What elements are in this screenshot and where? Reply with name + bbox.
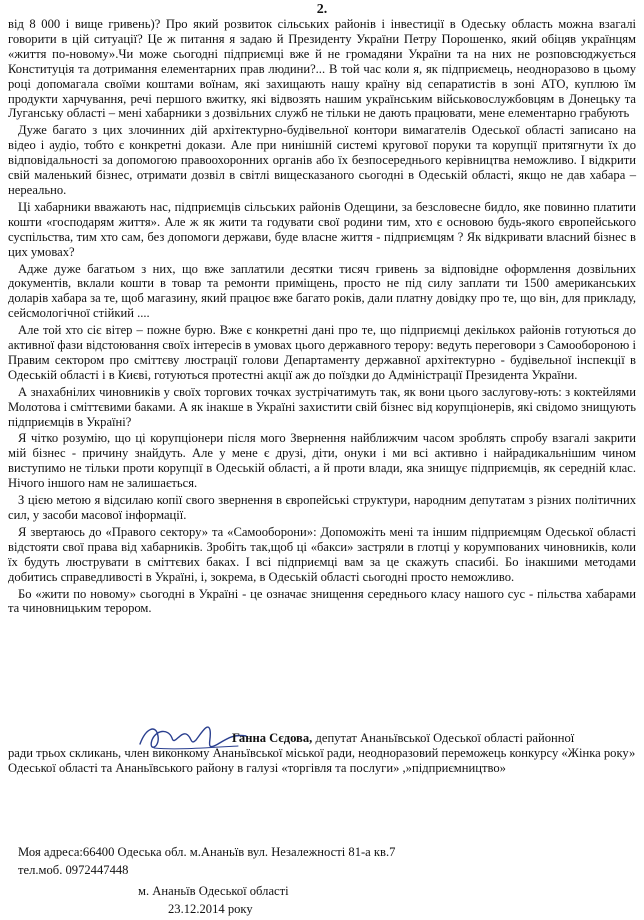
paragraph: від 8 000 і вище гривень)? Про який розвиток сільських районів і інвестиції в Одеську область можна взагалі говорити в цій ситуації? Це ж питання я задаю й Президенту України Петру Порошенко, який обіцяв українцям «життя по-новому».Чи може сьогодні підприємці вже й не громадяни України та на них не розповсюджується Конституція та дотримання елементарних прав людини?... В той час коли я, як підприємець, неодноразово в цьому році допомагала своїми коштами воїнам, які захищають нашу країну від сепаратистів в зоні АТО, куплюю їм продукти харчування, речі першого вжитку, які відвозять нашим українським військовослужбовцям в Донецьку та Луганську області – мені хабарники з дозвільних служб не тільки не дають працювати, мене елементарно грабують bbox=[8, 17, 636, 121]
phone: тел.моб. 0972447448 bbox=[18, 863, 129, 877]
paragraph: Я звертаюсь до «Правого сектору» та «Самооборони»: Допоможіть мені та іншим підприємцям Одеської області відстояти свої права від хабарників. Зробіть так,щоб ці «бакси» застряли в глотці у корумпованих чиновників, коли їх будуть люструвати в сміттєвих баках. І всі підприємці вам за це скажуть спасибі. Бо інакшими методами добитись справедливості в Україні, і, зокрема, в Одеській області сьогодні просто неможливо. bbox=[8, 524, 636, 584]
letter-body bbox=[8, 17, 636, 618]
paragraph: Але той хто сіє вітер – пожне бурю. Вже є конкретні дані про те, що підприємці декількох районів готуються до активної фази відстоювання своїх інтересів в умовах цього державного терору: ведуть переговори з Самообороною і Правим сектором про сміттєву люстрації голови Департаменту державної архітектурно - будівельної інспекції в Одеській області і в Києві, готуються протестні акції аж до поїздки до Адміністрації Президента України. bbox=[8, 323, 636, 382]
place: м. Ананьїв Одеської області bbox=[138, 884, 289, 898]
paragraph: Я чітко розумію, що ці корупціонери після мого Звернення найближчим часом зроблять спробу взагалі закрити мій бізнес - причину знайдуть. Але у мене є друзі, діти, онуки і ми всі активно і найрадикальнішим чином виступимо не тільки проти корупції в Одеській області, а й проти влади, яка знищує підприємців, як середній клас. Нічого іншого нам не залишається. bbox=[8, 431, 636, 491]
signature-line bbox=[8, 731, 636, 746]
paragraph: З цією метою я відсилаю копії свого звернення в європейські структури, народним депутатам з різних політичних сил, у засоби масової інформації. bbox=[8, 493, 636, 522]
paragraph: Бо «жити по новому» сьогодні в Україні - це означає знищення середнього класу нашого сус - пільства хабарами та чиновницьким терором. bbox=[8, 586, 636, 616]
signatory-credentials: ради трьох скликань, член виконкому Ананьївської міської ради, неодноразовий переможець конкурсу «Жінка року» Одеської області та Ананьївського району в галузі «торгівля та послуги» ,»підприємництво» bbox=[8, 745, 636, 775]
footer bbox=[18, 845, 618, 920]
signatory-title: депутат Ананьївської Одеської області районної bbox=[312, 731, 575, 745]
signature-block bbox=[8, 731, 636, 776]
paragraph: Дуже багато з цих злочинних дій архітектурно-будівельної контори вимагателів Одеської області записано на відео і аудіо, тобто є конкретні докази. Але при нинішній системі кругової поруки та корупції притягнути їх до відповідальності за допомогою правоохоронних органів або їх безпосереднього керівництва неможливо. І відкрити свій маленький бізнес, отримати дозвіл в світлі вищесказаного сьогодні в Одеській області, якщо не дав хабара – нереально. bbox=[8, 123, 636, 197]
signatory-name: Ганна Сєдова, bbox=[232, 731, 313, 745]
date: 23.12.2014 року bbox=[168, 902, 253, 916]
paragraph: Ці хабарники вважають нас, підприємців сільських районів Одещини, за безсловесне бидло, яке повинно платити кошти «господарям життя». Але ж як жити та годувати свої родини тим, хто є основою будь-якого європейського суспільства, тим хто сам, без допомоги держави, буде власне життя - підприємцям ? Як відкривати власний бізнес в цих умовах? bbox=[8, 199, 636, 259]
paragraph: Адже дуже багатьом з них, що вже заплатили десятки тисяч гривень за відповідне оформлення дозвільних документів, вклали кошти в товар та ремонти приміщень, просто не під силу заплати ти 1500 американських доларів хабара за те, щоб магазину, який працює вже багато років, дали платну довідку про те, що він, для прикладу, сейсмологічної стійкий .... bbox=[8, 261, 636, 321]
address: Моя адреса:66400 Одеська обл. м.Ананьїв вул. Незалежності 81-а кв.7 bbox=[18, 845, 396, 859]
page-number: 2. bbox=[316, 2, 328, 17]
paragraph: А знахабнілих чиновників у своїх торгових точках зустрічатимуть так, як вони цього заслугову-ють: з коктейлями Молотова і сміттєвими баками. А як інакше в Україні захистити свій бізнес від корупціонерів, які свідомо знищують підприємців в Україні? bbox=[8, 384, 636, 429]
